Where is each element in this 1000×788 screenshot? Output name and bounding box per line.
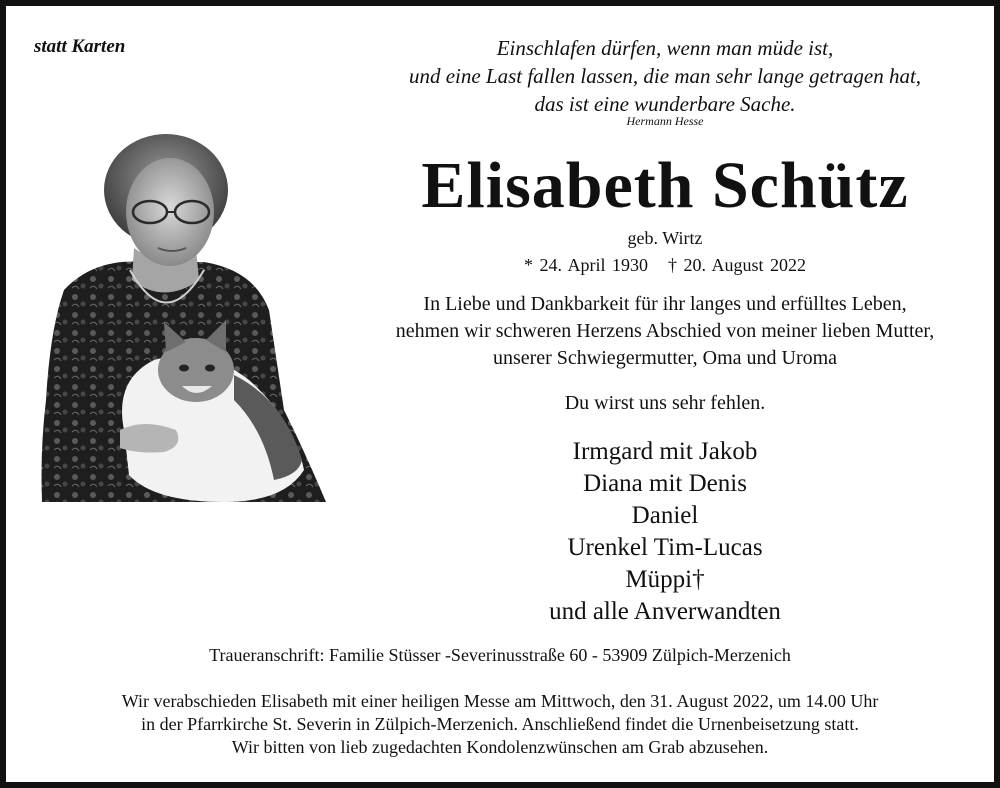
family-line: Müppi† (625, 566, 705, 593)
farewell-text: Du wirst uns sehr fehlen. (564, 392, 766, 414)
intro-line: unserer Schwiegermutter, Oma und Uroma (492, 347, 838, 369)
portrait-photo (34, 130, 334, 510)
family-line: Urenkel Tim-Lucas (567, 534, 763, 561)
life-dates (340, 255, 990, 276)
intro-text (340, 291, 990, 372)
family-line: und alle Anverwandten (549, 598, 781, 625)
mourning-address: Traueranschrift: Familie Stüsser -Severinusstraße 60 - 53909 Zülpich-Merzenich (209, 645, 791, 665)
quote-block (340, 34, 990, 118)
quote-line: und eine Last fallen lassen, die man sehr lange getragen hat, (408, 64, 922, 88)
quote-author: Hermann Hesse (626, 114, 704, 128)
quote-line: Einschlafen dürfen, wenn man müde ist, (496, 36, 834, 60)
family-line: Irmgard mit Jakob (572, 438, 758, 465)
statt-karten-label: statt Karten (34, 36, 126, 57)
intro-line: nehmen wir schweren Herzens Abschied von meiner lieben Mutter, (395, 320, 935, 342)
family-list (340, 436, 990, 628)
birth-date: * 24. April 1930 (523, 255, 648, 275)
intro-line: In Liebe und Dankbarkeit für ihr langes und erfülltes Leben, (423, 293, 907, 315)
service-line: Wir bitten von lieb zugedachten Kondolenzwünschen am Grab abzusehen. (231, 737, 769, 757)
service-line: Wir verabschieden Elisabeth mit einer heiligen Messe am Mittwoch, den 31. August 2022, um 14.00 Uhr (121, 691, 879, 711)
quote-line: das ist eine wunderbare Sache. (534, 92, 796, 116)
death-date: † 20. August 2022 (668, 255, 807, 275)
family-line: Diana mit Denis (583, 470, 747, 497)
service-line: in der Pfarrkirche St. Severin in Zülpich-Merzenich. Anschließend findet die Urnenbeisetzung statt. (141, 714, 859, 734)
service-info (0, 690, 1000, 759)
deceased-name: Elisabeth Schütz (421, 149, 909, 222)
maiden-name: geb. Wirtz (627, 228, 703, 248)
family-line: Daniel (631, 502, 699, 529)
